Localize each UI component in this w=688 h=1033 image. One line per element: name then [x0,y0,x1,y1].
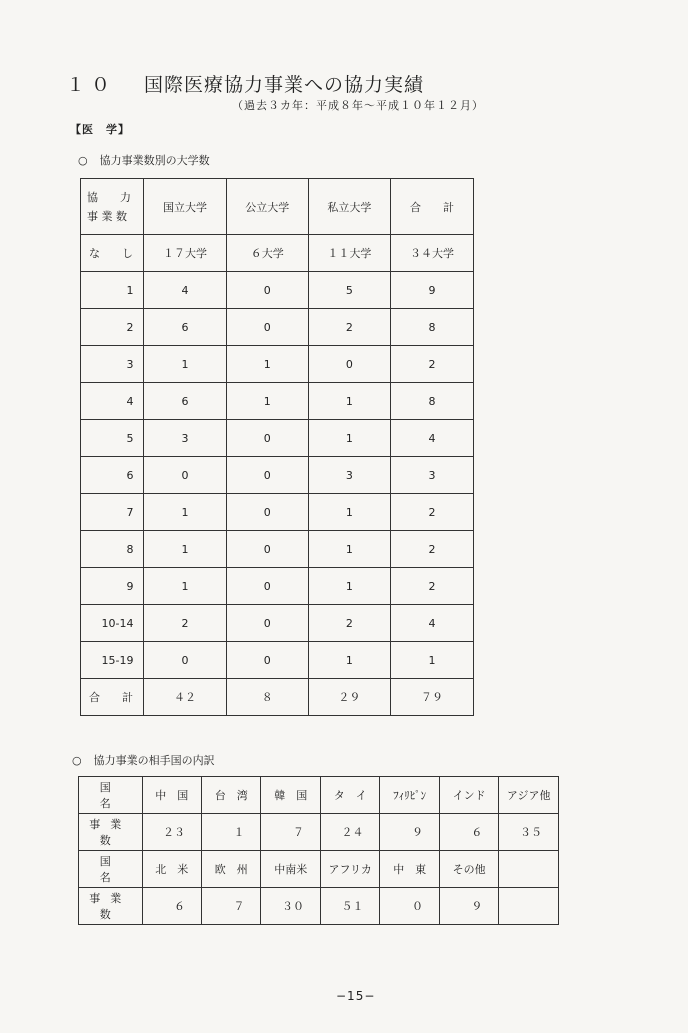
count-cell: ２４ [320,814,379,851]
count-cell: ６ [142,888,201,925]
cell: ３４大学 [390,235,473,272]
country-cell: アジア他 [499,777,559,814]
cell: 2 [390,568,473,605]
cell: 0 [144,457,226,494]
count-cell: ６ [439,814,498,851]
cell: 1 [308,420,390,457]
header-public: 公立大学 [226,179,308,235]
cell: 1 [144,346,226,383]
table-row [81,494,474,531]
cell: 0 [226,642,308,679]
cell: 0 [226,494,308,531]
table-row [81,346,474,383]
cell: 3 [390,457,473,494]
cell: 0 [226,457,308,494]
cell: 2 [390,531,473,568]
header-total: 合 計 [390,179,473,235]
section2-title: 協力事業の相手国の内訳 [93,754,215,767]
partner-country-table [78,776,559,925]
table-row [81,383,474,420]
cell: 4 [390,420,473,457]
country-cell: 欧 州 [202,851,261,888]
cell: 2 [390,494,473,531]
cell: 2 [144,605,226,642]
count-cell: ５１ [320,888,379,925]
row-label: 1 [81,272,144,309]
circle-bullet-icon: ○ [78,154,88,167]
cell: 0 [226,605,308,642]
cell: 1 [226,383,308,420]
cell: 1 [308,568,390,605]
header-cell-project-count [81,179,144,235]
row-label-country: 国 名 [79,777,143,814]
cell: 8 [390,383,473,420]
table-row [81,605,474,642]
cell: 0 [226,272,308,309]
circle-bullet-icon: ○ [72,754,82,767]
table-row [79,814,559,851]
cell: 1 [308,642,390,679]
table-row [81,235,474,272]
page-title [66,70,424,97]
cell: 2 [390,346,473,383]
row-label: 15-19 [81,642,144,679]
university-count-table [80,178,474,716]
empty-cell [499,851,559,888]
row-label: 9 [81,568,144,605]
count-cell: ９ [380,814,439,851]
cell: 1 [308,383,390,420]
country-cell: 北 米 [142,851,201,888]
row-label: 7 [81,494,144,531]
country-cell: タ イ [320,777,379,814]
table-row [81,420,474,457]
header-line2: 事 業 数 [87,209,127,223]
row-label: 6 [81,457,144,494]
count-cell: ３５ [499,814,559,851]
cell: 1 [144,494,226,531]
cell: 4 [390,605,473,642]
table-row [79,888,559,925]
cell: 4 [144,272,226,309]
row-label [81,679,144,716]
cell: 0 [308,346,390,383]
title-text: 国際医療協力事業への協力実績 [144,74,425,96]
cell: 1 [144,531,226,568]
table-row [81,642,474,679]
table-row [81,568,474,605]
cell: ４２ [144,679,226,716]
country-cell: ﾌｨﾘﾋﾟﾝ [380,777,439,814]
category-label: 【医 学】 [70,123,130,136]
cell: 0 [144,642,226,679]
cell: 1 [226,346,308,383]
row-label [81,235,144,272]
cell: 9 [390,272,473,309]
country-cell: 中 東 [380,851,439,888]
table-row [79,851,559,888]
row-label: 5 [81,420,144,457]
section-number: １０ [66,74,117,96]
row-label-count: 事業数 [79,888,143,925]
page-subtitle: （過去３カ年：平成８年～平成１０年１２月） [232,99,484,112]
table-row [81,309,474,346]
country-cell: その他 [439,851,498,888]
cell: 6 [144,309,226,346]
cell: ２９ [308,679,390,716]
table-row [79,777,559,814]
cell: 0 [226,420,308,457]
country-cell: インド [439,777,498,814]
row-label-country: 国 名 [79,851,143,888]
row-label: 8 [81,531,144,568]
cell: 0 [226,568,308,605]
count-cell: ７ [261,814,320,851]
cell: １１大学 [308,235,390,272]
cell: 5 [308,272,390,309]
section2-heading [72,752,215,768]
cell: 1 [308,494,390,531]
cell: 6 [144,383,226,420]
row-label-text: な し [89,247,133,260]
row-label-text: 合 計 [89,691,133,704]
country-cell: 韓 国 [261,777,320,814]
country-cell: アフリカ [320,851,379,888]
cell: ６大学 [226,235,308,272]
cell: 1 [144,568,226,605]
cell: 0 [226,531,308,568]
header-national: 国立大学 [144,179,226,235]
cell: １７大学 [144,235,226,272]
cell: 8 [390,309,473,346]
page-number: −15− [336,989,376,1003]
count-cell: ０ [380,888,439,925]
table-row [81,531,474,568]
row-label: 2 [81,309,144,346]
row-label: 3 [81,346,144,383]
cell: ７９ [390,679,473,716]
cell: 2 [308,309,390,346]
table-header-row [81,179,474,235]
header-line1: 協 力 [87,190,131,204]
country-cell: 中 国 [142,777,201,814]
section1-title: 協力事業数別の大学数 [99,154,210,167]
cell: 1 [308,531,390,568]
cell: 2 [308,605,390,642]
table-row [81,272,474,309]
count-cell: ２３ [142,814,201,851]
row-label: 10-14 [81,605,144,642]
cell: 0 [226,309,308,346]
cell: ８ [226,679,308,716]
section1-heading [78,152,210,168]
country-cell: 台 湾 [202,777,261,814]
count-cell: ９ [439,888,498,925]
header-private: 私立大学 [308,179,390,235]
empty-cell [499,888,559,925]
cell: 3 [144,420,226,457]
count-cell: １ [202,814,261,851]
cell: 1 [390,642,473,679]
count-cell: ７ [202,888,261,925]
count-cell: ３０ [261,888,320,925]
table-total-row [81,679,474,716]
table-row [81,457,474,494]
row-label: 4 [81,383,144,420]
country-cell: 中南米 [261,851,320,888]
cell: 3 [308,457,390,494]
row-label-count: 事業数 [79,814,143,851]
